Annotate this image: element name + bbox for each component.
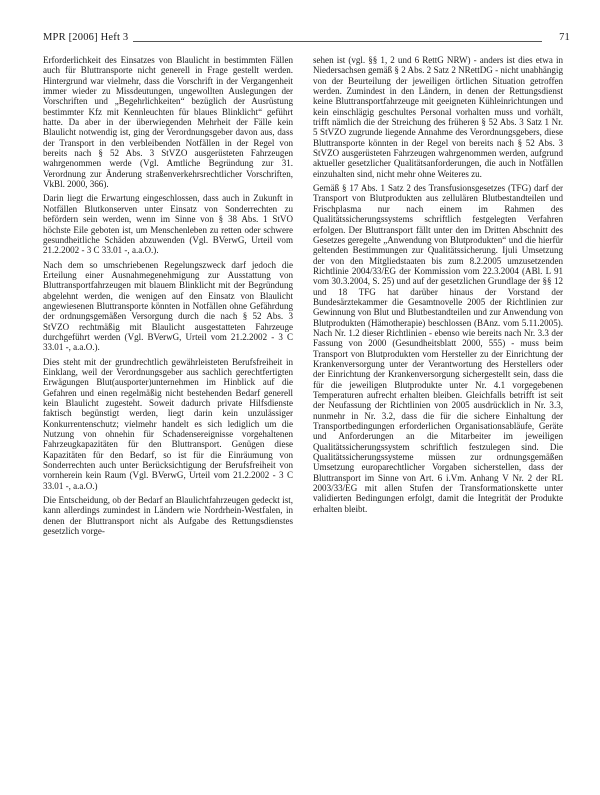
paragraph: Dies steht mit der grundrechtlich gewährleisteten Berufsfreiheit in Einklang, weil der Verordnungsgeber aus sachlich gerechtfertigten Erwägungen Blut(ausporter)unternehmen im Hinblick auf die Gefahren und einen regelmäßig nicht bestehenden Bedarf generell kein Blaulicht zugesteht. Soweit dadurch private Hilfsdienste faktisch begünstigt werden, liegt darin kein unzulässiger Konkurrentenschutz; vielmehr handelt es sich lediglich um die Nutzung von ohnehin für Schadensereignisse vorgehaltenen Fahrzeugkapazitäten für den Bluttransport. Genügen diese Kapazitäten für den Bedarf, so ist für die Einräumung von Sonderrechten auch unter Berücksichtigung der Berufsfreiheit von vornherein kein Raum (Vgl. BVerwG, Urteil vom 21.2.2002 - 3 C 33.01 -, a.a.O.): [43, 356, 293, 491]
paragraph: Die Entscheidung, ob der Bedarf an Blaulichtfahrzeugen gedeckt ist, kann allerdings zumindest in Ländern wie Nordrhein-Westfalen, in denen der Bluttransport nicht als Aufgabe des Rettungsdienstes gesetzlich vorge-: [43, 495, 293, 537]
page-number: 71: [559, 32, 570, 43]
paragraph: Darin liegt die Erwartung eingeschlossen, dass auch in Zukunft in Notfällen Blutkonserven unter Einsatz von Sonderrechten zu befördern sein werden, wenn im Sinne von § 38 Abs. 1 StVO höchste Eile geboten ist, um Menschenleben zu retten oder schwere gesundheitliche Schäden abzuwenden (Vgl. BVerwG, Urteil vom 21.2.2002 - 3 C 33.01 -, a.a.O.).: [43, 193, 293, 256]
journal-issue: MPR [2006] Heft 3: [43, 32, 129, 43]
running-header: [43, 30, 570, 48]
right-column: [313, 55, 563, 518]
paragraph: Erforderlichkeit des Einsatzes von Blaulicht in bestimmten Fällen auch für Bluttransporte nicht generell in Frage gestellt werden. Hintergrund war vielmehr, dass die Vorschrift in der Vergangenheit immer wieder zu Missdeutungen, ungewollten Auslegungen der Vorschriften und „Begehrlichkeiten“ bezüglich der Ausrüstung bestimmter Kfz mit Kennleuchten für blaues Blinklicht“ geführt hatte. Da aber in der überwiegenden Mehrheit der Fälle kein Blaulicht notwendig ist, ging der Verordnungsgeber davon aus, dass der Transport in den verbleibenden Notfällen in der Regel von bereits nach § 52 Abs. 3 StVZO ausgerüsteten Fahrzeugen wahrgenommen werde (Vgl. Amtliche Begründung zur 31. Verordnung zur Änderung straßenverkehrsrechtlicher Vorschriften, VkBl. 2000, 366).: [43, 55, 293, 190]
paragraph: Gemäß § 17 Abs. 1 Satz 2 des Transfusionsgesetzes (TFG) darf der Transport von Blutprodukten aus zellulären Blutbestandteilen und Frischplasma nur nach einem im Rahmen des Qualitätssicherungssystems schriftlich festgelegten Verfahren erfolgen. Der Bluttransport fällt unter den im Dritten Abschnitt des Gesetzes geregelte „Anwendung von Blutprodukten“ und die hierfür geltenden Bestimmungen zur Qualitätssicherung. Ijuli Umsetzung der von den Mitgliedstaaten bis zum 8.2.2005 umzusetzenden Richtlinie 2004/33/EG der Kommission vom 22.3.2004 (ABl. L 91 vom 30.3.2004, S. 25) und auf der gesetzlichen Grundlage der §§ 12 und 18 TFG hat darüber hinaus der Vorstand der Bundesärztekammer die Gesamtnovelle 2005 der Richtlinien zur Gewinnung von Blut und Blutbestandteilen und zur Anwendung von Blutprodukten (Hämotherapie) beschlossen (BAnz. vom 5.11.2005). Nach Nr. 1.2 dieser Richtlinien - ebenso wie bereits nach Nr. 3.3 der Fassung von 2000 (Gesundheitsblatt 2000, 555) - muss beim Transport von Blutprodukten vom Hersteller zu der Einrichtung der Krankenversorgung unter der Verantwortung des Herstellers oder der Einrichtung der Krankenversorgung sichergestellt sein, dass die für die jeweiligen Blutprodukte unter Nr. 4.1 vorgegebenen Temperaturen aufrecht erhalten bleiben. Gleichfalls betrifft ist seit der Neufassung der Richtlinien von 2005 ausdrücklich in Nr. 3.3, nunmehr in Nr. 3.2, dass die für die sichere Einhaltung der Transportbedingungen erforderlichen Organisationsabläufe, Geräte und Anforderungen an die Mitarbeiter im jeweiligen Qualitätssicherungssystem schriftlich festzulegen sind. Die Qualitätssicherungssysteme müssen zur ordnungsgemäßen Umsetzung europarechtlicher Vorgaben sicherstellen, dass der Bluttransport im Sinne von Art. 6 i.Vm. Anhang V Nr. 2 der RL 2003/33/EG mit allen Stufen der Transformationskette unter validierten Bedingungen erfolgt, damit die Integrität der Produkte erhalten bleibt.: [313, 183, 563, 514]
paragraph: sehen ist (vgl. §§ 1, 2 und 6 RettG NRW) - anders ist dies etwa in Niedersachsen gemäß § 2 Abs. 2 Satz 2 NRettDG - nicht unabhängig von der Beurteilung der jeweiligen örtlichen Situation getroffen werden. Zumindest in den Ländern, in denen der Rettungsdienst keine Bluttransportfahrzeuge mit geeigneten Kühleinrichtungen und kein einschlägig geschultes Personal vorhalten muss und vorhält, trifft nämlich die der Streichung des früheren § 52 Abs. 3 Satz 1 Nr. 5 StVZO zugrunde liegende Annahme des Verordnungsgebers, diese Bluttransporte könnten in der Regel von bereits nach § 52 Abs. 3 StVZO ausgerüsteten Fahrzeugen wahrgenommen werden, aufgrund aktueller gesetzlicher Qualitätsanforderungen, die auch in Notfällen einzuhalten sind, nicht mehr ohne Weiteres zu.: [313, 55, 563, 179]
paragraph: Nach dem so umschriebenen Regelungszweck darf jedoch die Erteilung einer Ausnahmegenehmigung zur Ausstattung von Bluttransportfahrzeugen mit blauem Blinklicht mit der Begründung abgelehnt werden, die wenigen auf den Einsatz von Blaulicht angewiesenen Bluttransporte könnten in Notfällen ohne Gefährdung der ordnungsgemäßen Versorgung durch die nach § 52 Abs. 3 StVZO rechtmäßig mit Blaulicht ausgestatteten Fahrzeuge durchgeführt werden (Vgl. BVerwG, Urteil vom 21.2.2002 - 3 C 33.01 -, a.a.O.).: [43, 259, 293, 353]
header-rule: [133, 41, 542, 42]
left-column: [43, 55, 293, 540]
